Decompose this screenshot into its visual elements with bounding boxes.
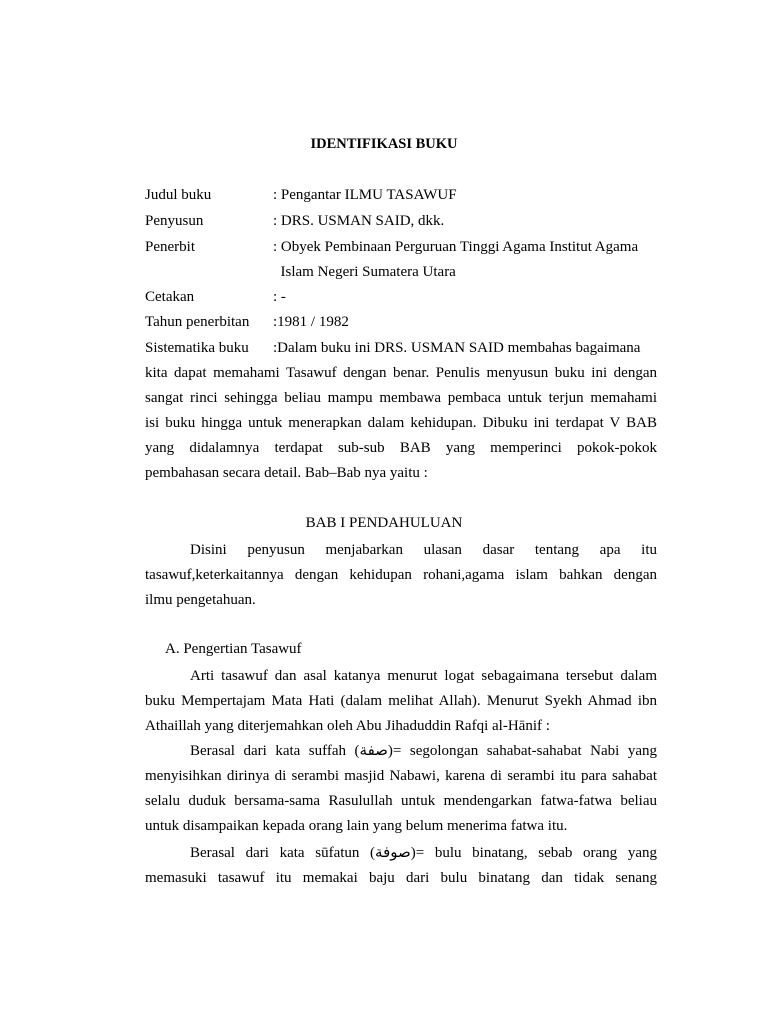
page-title: IDENTIFIKASI BUKU — [310, 136, 458, 152]
field-value: Islam Negeri Sumatera Utara — [273, 264, 456, 280]
section-a-line: Athaillah yang diterjemahkan oleh Abu Jihaduddin Rafqi al-Hānif : — [145, 718, 550, 734]
field-label: Cetakan — [145, 289, 195, 305]
field-value: : DRS. USMAN SAID, dkk. — [273, 213, 445, 229]
bab1-line: tasawuf,keterkaitannya dengan kehidupan rohani,agama islam bahkan dengan — [145, 567, 657, 583]
field-label: Penyusun — [145, 213, 204, 229]
field-value: :1981 / 1982 — [273, 314, 349, 330]
intro-line: sangat rinci sehingga beliau mampu membawa pembaca untuk terjun memahami — [145, 390, 657, 406]
field-value: : - — [273, 289, 286, 305]
section-a-line: untuk disampaikan kepada orang lain yang belum menerima fatwa itu. — [145, 818, 568, 834]
section-a-line: Arti tasawuf dan asal katanya menurut logat sebagaimana tersebut dalam — [190, 668, 657, 684]
section-a-title: A. Pengertian Tasawuf — [165, 641, 302, 657]
section-a-line: memasuki tasawuf itu memakai baju dari bulu binatang dan tidak senang — [145, 870, 657, 886]
section-a-line: menyisihkan dirinya di serambi masjid Nabawi, karena di serambi itu para sahabat — [145, 768, 657, 784]
section-a-line: buku Mempertajam Mata Hati (dalam melihat Allah). Menurut Syekh Ahmad ibn — [145, 693, 657, 709]
intro-line: kita dapat memahami Tasawuf dengan benar. Penulis menyusun buku ini dengan — [145, 365, 657, 381]
intro-line: isi buku hingga untuk menerapkan dalam kehidupan. Dibuku ini terdapat V BAB — [145, 415, 657, 431]
field-label: Judul buku — [145, 187, 212, 203]
field-value: :Dalam buku ini DRS. USMAN SAID membahas bagaimana — [273, 340, 641, 356]
intro-line: pembahasan secara detail. Bab–Bab nya yaitu : — [145, 465, 428, 481]
section-a-line: Berasal dari kata sūfatun (صوفة)= bulu binatang, sebab orang yang — [190, 845, 657, 861]
bab1-title: BAB I PENDAHULUAN — [305, 515, 463, 531]
intro-line: yang didalamnya terdapat sub-sub BAB yang memperinci pokok-pokok — [145, 440, 657, 456]
field-value: : Pengantar ILMU TASAWUF — [273, 187, 457, 203]
section-a-line: Berasal dari kata suffah (صفة)= segolongan sahabat-sahabat Nabi yang — [190, 743, 657, 759]
field-label: Sistematika buku — [145, 340, 249, 356]
field-value: : Obyek Pembinaan Perguruan Tinggi Agama Institut Agama — [273, 239, 639, 255]
section-a-line: selalu duduk bersama-sama Rasulullah untuk mendengarkan fatwa-fatwa beliau — [145, 793, 657, 809]
bab1-line: Disini penyusun menjabarkan ulasan dasar tentang apa itu — [190, 542, 657, 558]
field-label: Tahun penerbitan — [145, 314, 250, 330]
bab1-line: ilmu pengetahuan. — [145, 592, 256, 608]
field-label: Penerbit — [145, 239, 195, 255]
